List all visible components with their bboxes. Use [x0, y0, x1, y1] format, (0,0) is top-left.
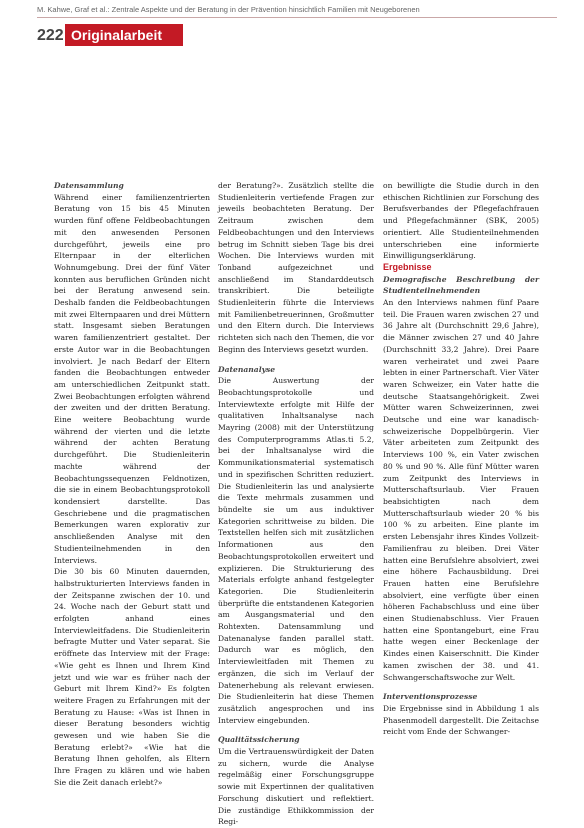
paragraph: Um die Vertrauenswürdigkeit der Daten zu sichern, wurde die Analyse regelmäßig einer Forschungsgruppe sowie mit Expertinnen der qualitativen Forschung diskutiert und reflektiert. Die zuständige Ethikkommission der Regi- [218, 747, 374, 827]
subheading-datenanalyse: Datenanalyse [218, 364, 276, 374]
text-column-middle [218, 180, 374, 827]
paragraph: on bewilligte die Studie durch in den ethischen Richtlinien zur Forschung des Berufsverbandes der Pflegefachfrauen und Pflegefachmänner (SBK, 2005) orientiert. Alle Studienteilnehmenden unterschrieben eine informierte Einwilligungserklärung. [383, 181, 539, 261]
subheading-qualitaetssicherung: Qualitätssicherung [218, 735, 300, 745]
section-heading-ergebnisse: Ergebnisse [383, 261, 432, 272]
paragraph: Die Ergebnisse sind in Abbildung 1 als Phasenmodell dargestellt. Die Zeitachse reicht vom Ende der Schwanger- [383, 703, 539, 737]
subheading-demografie: Demografische Beschreibung der Studienteilnehmenden [383, 274, 539, 296]
paragraph: Die 30 bis 60 Minuten dauernden, halbstrukturierten Interviews fanden in der Zeitspanne zwischen der 10. und 24. Woche nach der Geburt statt und erfolgten anhand eines Interviewleitfadens. Die Studienleiterin befragte Mutter und Vater separat. Sie eröffnete das Interview mit der Frage: «Wie geht es Ihnen und Ihrem Kind jetzt und wie war es früher nach der Geburt mit Ihrem Kind?» Es folgten weitere Fragen zu Erfahrungen mit der Beratung zu Hause: «Was ist Ihnen in dieser Beratung besonders wichtig gewesen und wie haben Sie die Beratung erlebt?» «Wie hat die Beratung Ihnen geholfen, als Eltern Ihre Fragen zu klären und wie haben Sie die Zeit danach erlebt?» [54, 567, 210, 787]
paragraph: An den Interviews nahmen fünf Paare teil. Die Frauen waren zwischen 27 und 36 Jahre alt (Durchschnitt 29,6 Jahre), die Männer zwischen 27 und 40 Jahre (Durchschnitt 33,2 Jahre). Drei Paare waren verheiratet und zwei Paare lebten in einer Partnerschaft. Vier Väter waren Schweizer, ein Vater hatte die deutsche Staatsangehörigkeit. Zwei Mütter waren Schweizerinnen, zwei Deutsche und eine war kanadisch-schweizerische Doppelbürgerin. Vier Väter arbeiteten zum Zeitpunkt des Interviews 100 %, ein Vater zwischen 80 % und 90 %. Alle fünf Mütter waren zum Zeitpunkt des Interviews in Mutterschaftsurlaub. Vier Frauen beabsichtigten nach dem Mutterschaftsurlaub wieder 20 % bis 100 % zu arbeiten. Eine plante im ersten Lebensjahr ihres Kindes Vollzeit-Familienfrau zu bleiben. Drei Väter hatten eine Berufslehre absolviert, zwei eine höhere Fachausbildung. Drei Frauen hatten eine Berufslehre absolviert, eine verfügte über einen höheren Fachabschluss und eine über einen Studienabschluss. Vier Frauen hatten eine Spontangeburt, eine Frau hatte wegen einer Beckenlage der Kindes einen Kaiserschnitt. Die Kinder kamen zwischen der 38. und 41. Schwangerschaftswoche zur Welt. [383, 298, 539, 682]
subheading-datensammlung: Datensammlung [54, 181, 124, 190]
paragraph: der Beratung?». Zusätzlich stellte die Studienleiterin vertiefende Fragen zur jeweils beobachteten Beratung. Der Zeitraum zwischen dem Feldbeobachtungen und den Interviews betrug im Schnitt sieben Tage bis drei Wochen. Die Interviews wurden mit Tonband aufgezeichnet und anschließend im Standarddeutsch transkribiert. Die beteiligte Studienleiterin führte die Interviews mit Familienbetreuerinnen, Großmutter und den Eltern durch. Die Interviews richteten sich nach den Themen, die vor Beginn des Interviews gesetzt wurden. [218, 181, 374, 354]
text-column-left [54, 180, 210, 808]
page-number: 222 [37, 27, 64, 44]
paragraph: Die Auswertung der Beobachtungsprotokolle und Interviewtexte erfolgte mit Hilfe der qualitativen Inhaltsanalyse nach Mayring (2008) mit der Unterstützung des Computerprogramms Atlas.ti 5.2, bei der Inhaltsanalyse wird die Kommunikationsmaterial systematisch und in spezifischen Schritten reduziert. Die Studienleiterin las und analysierte die Texte mehrmals zusammen und bündelte sie um aus induktiver Kategorien schrittweise zu bilden. Die Textstellen helfen sich mit zusätzlichen Informationen aus den Beobachtungsprotokollen erweitert und explizieren. Die Strukturierung des Materials erfolgte anhand festgelegter Kategorien. Die Studienleiterin überprüfte die entstandenen Kategorien am Ausgangsmaterial und den Rohtexten. Datensammlung und Datenanalyse fanden parallel statt. Dadurch war es möglich, den Interviewleitfaden mit Themen zu ergänzen, die sich im Verlauf der Datenerhebung als relevant erwiesen. Die Studienleiterin hat diese Themen zusätzlich angesprochen und ins Interview eingebunden. [218, 376, 374, 725]
running-header: M. Kahwe, Graf et al.: Zentrale Aspekte und der Beratung in der Prävention hinsichtlich Familien mit Neugeborenen [37, 3, 557, 18]
section-label: Originalarbeit [65, 24, 183, 46]
text-column-right [383, 180, 539, 808]
paragraph: Während einer familienzentrierten Beratung von 15 bis 45 Minuten wurden fünf offene Feldbeobachtungen mit den anwesenden Personen durchgeführt, jeweils eine pro Elternpaar in der elterlichen Wohnumgebung. Drei der fünf Väter konnten aus beruflichen Gründen nicht bei der Beratung anwesend sein. Deshalb fanden die Feldbeobachtungen mit zwei Elternpaaren und drei Müttern statt. Insgesamt sieben Beratungen waren familienzentriert gestaltet. Der erste Autor war in die Beobachtungen involviert. Je nach Bedarf der Eltern fanden die Beobachtungen entweder am unterschiedlichen Zeitpunkt statt. Zwei Beobachtungen erfolgten während der zweiten und der dritten Beratung. Eine weitere Beobachtung wurde während der vierten und die letzte während der achten Beratung durchgeführt. Die Studienleiterin machte während der Beobachtungssequenzen Feldnotizen, die sie in einem Beobachtungsprotokoll kondensiert darstellte. Das Geschriebene und die pragmatischen Bemerkungen waren explorativ zur anschließenden Analyse mit den Studienteilnehmenden in den Interviews. [54, 192, 210, 565]
subheading-interventionsprozesse: Interventionsprozesse [383, 692, 478, 702]
